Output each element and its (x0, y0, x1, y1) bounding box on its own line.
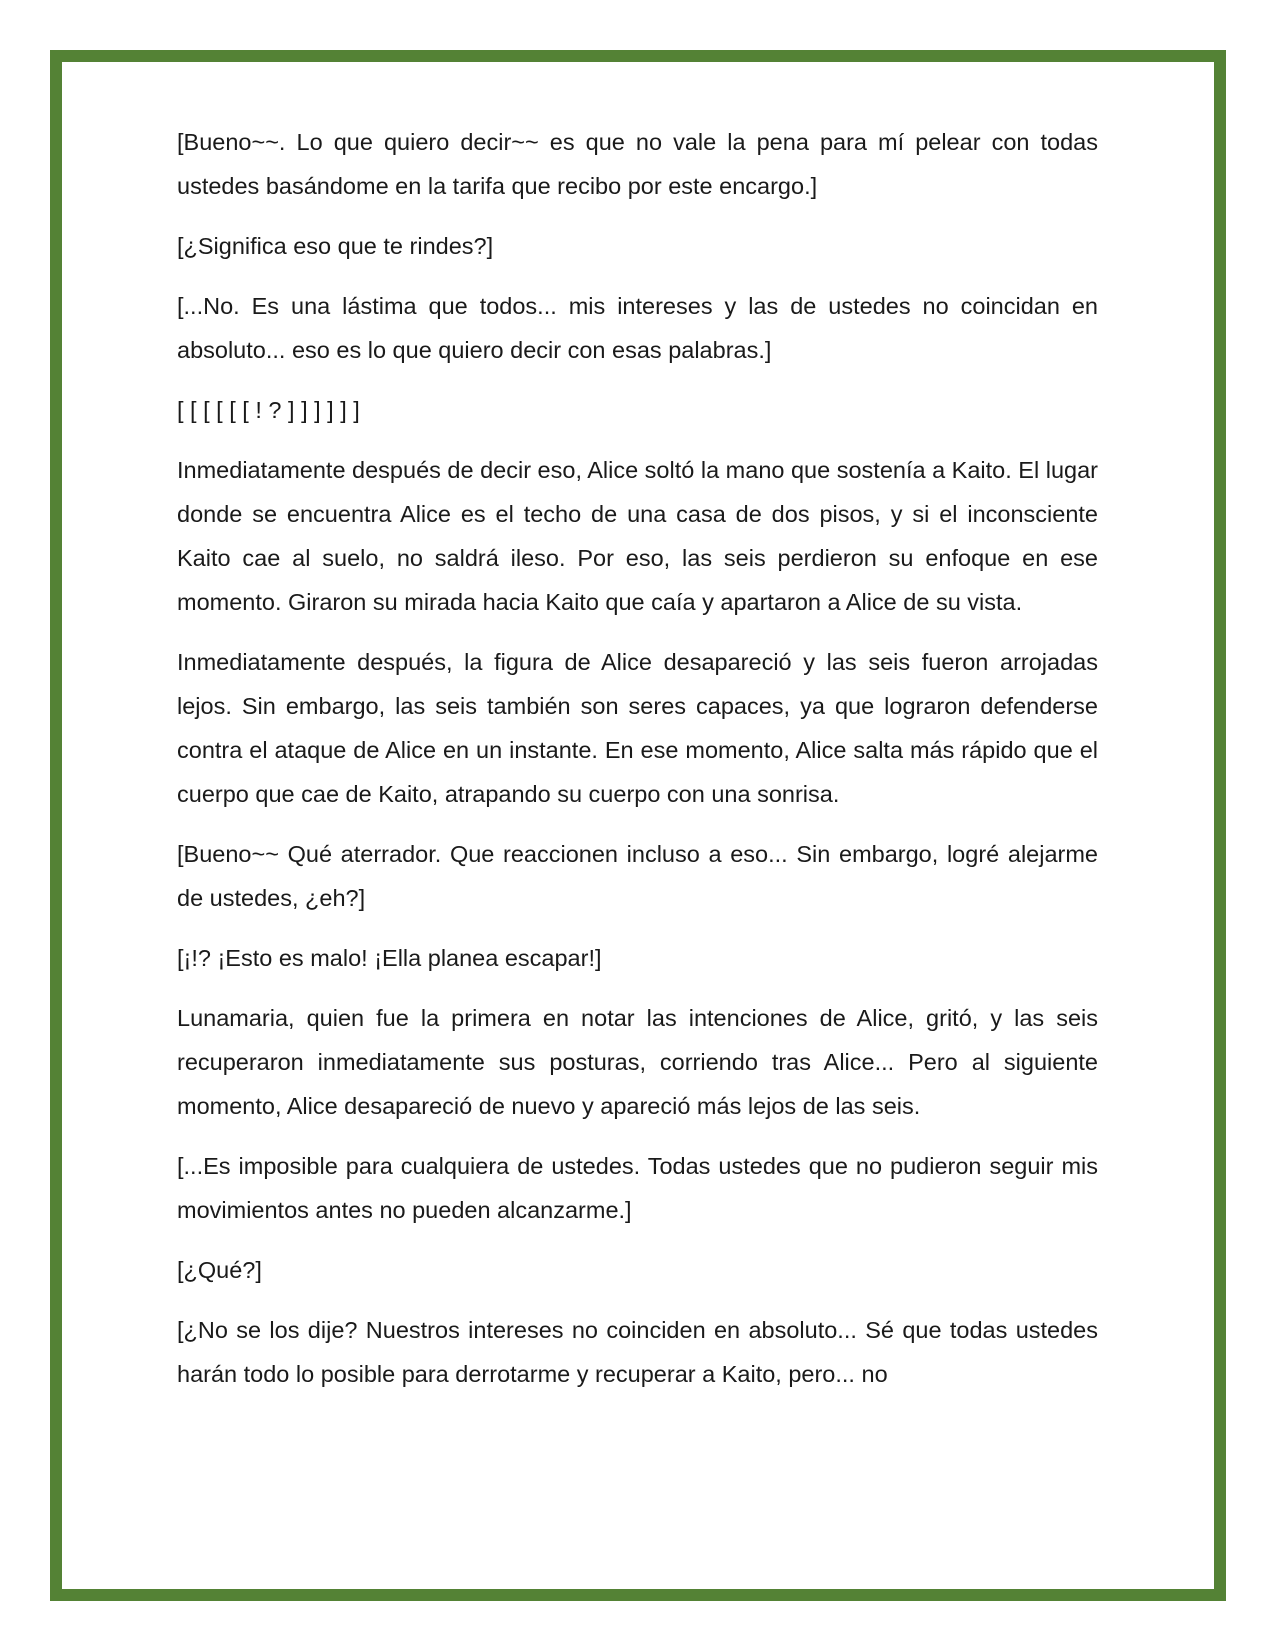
paragraph-dialogue: [¿Qué?] (177, 1257, 262, 1283)
paragraph-dialogue: [...No. Es una lástima que todos... mis intereses y las de ustedes no coincidan en absoluto... eso es lo que quiero decir con esas palabras.] (177, 293, 1098, 363)
paragraph-narration: Lunamaria, quien fue la primera en notar las intenciones de Alice, gritó, y las seis recuperaron inmediatamente sus posturas, corriendo tras Alice... Pero al siguiente momento, Alice desapareció de nuevo y apareció más lejos de las seis. (177, 1005, 1098, 1119)
paragraph-dialogue: [¿No se los dije? Nuestros intereses no coinciden en absoluto... Sé que todas ustedes harán todo lo posible para derrotarme y recuperar a Kaito, pero... no (177, 1317, 1098, 1387)
paragraph-dialogue: [Bueno~~ Qué aterrador. Que reaccionen incluso a eso... Sin embargo, logré alejarme de ustedes, ¿eh?] (177, 841, 1098, 911)
paragraph-dialogue: [Bueno~~. Lo que quiero decir~~ es que no vale la pena para mí pelear con todas ustedes basándome en la tarifa que recibo por este encargo.] (177, 129, 1098, 199)
paragraph-dialogue: [...Es imposible para cualquiera de ustedes. Todas ustedes que no pudieron seguir mis movimientos antes no pueden alcanzarme.] (177, 1153, 1098, 1223)
paragraph-dialogue: [¡!? ¡Esto es malo! ¡Ella planea escapar!] (177, 945, 602, 971)
paragraph-exclamation: [ [ [ [ [ [ ! ? ] ] ] ] ] ] (177, 397, 360, 423)
paragraph-narration: Inmediatamente después, la figura de Alice desapareció y las seis fueron arrojadas lejos. Sin embargo, las seis también son seres capaces, ya que lograron defenderse contra el ataque de Alice en un instante. En ese momento, Alice salta más rápido que el cuerpo que cae de Kaito, atrapando su cuerpo con una sonrisa. (177, 649, 1098, 807)
paragraph-narration: Inmediatamente después de decir eso, Alice soltó la mano que sostenía a Kaito. El lugar donde se encuentra Alice es el techo de una casa de dos pisos, y si el inconsciente Kaito cae al suelo, no saldrá ileso. Por eso, las seis perdieron su enfoque en ese momento. Giraron su mirada hacia Kaito que caía y apartaron a Alice de su vista. (177, 457, 1098, 615)
document-body (177, 120, 1098, 1412)
paragraph-dialogue: [¿Significa eso que te rindes?] (177, 233, 494, 259)
